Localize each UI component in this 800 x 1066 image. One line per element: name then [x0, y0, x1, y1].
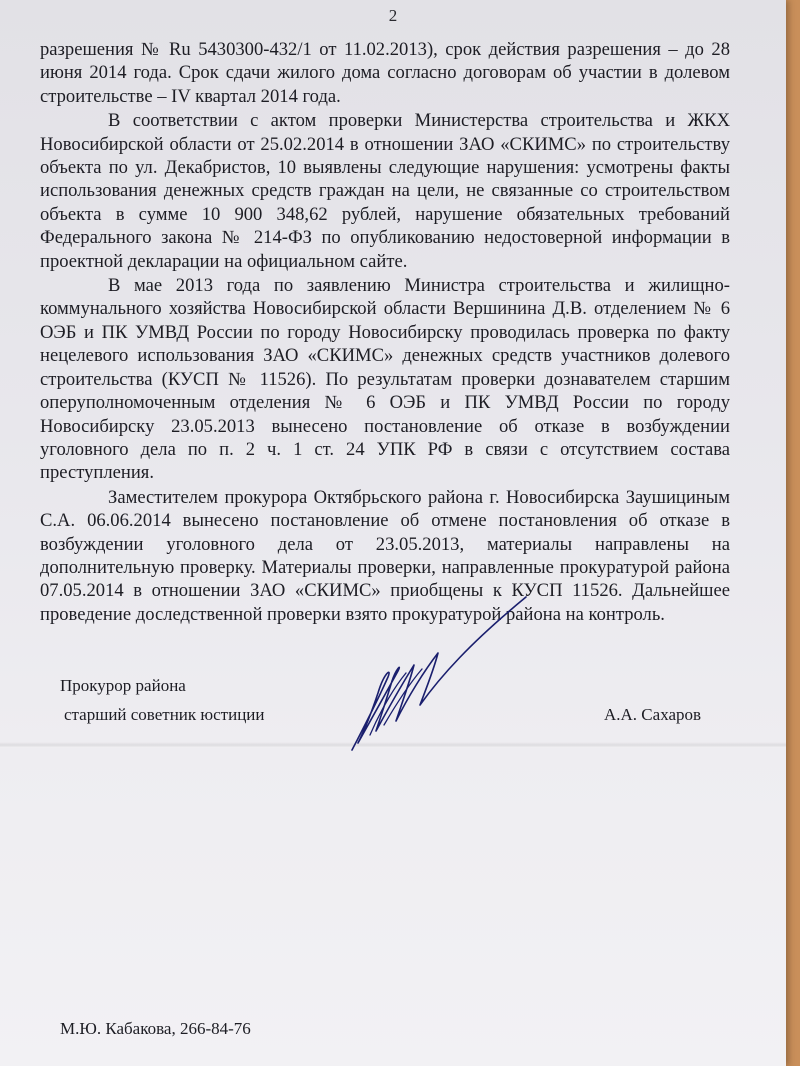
- signatory-rank: старший советник юстиции: [64, 705, 265, 724]
- signatory-name: А.А. Сахаров: [604, 705, 702, 724]
- page-number: 2: [388, 6, 398, 25]
- executor-footer: М.Ю. Кабакова, 266-84-76: [60, 1019, 251, 1038]
- paragraph-permit-terms: разрешения № Ru 5430300-432/1 от 11.02.2013), срок действия разрешения – до 28 июня 2014 года. Срок сдачи жилого дома согласно договорам об участии в долевом строительстве – IV квартал 2014 года.: [40, 39, 730, 107]
- letter-body: [40, 38, 730, 626]
- signatory-title: Прокурор района: [60, 676, 186, 695]
- paragraph-deputy-prosecutor: Заместителем прокурора Октябрьского района г. Новосибирска Заушициным С.А. 06.06.2014 вынесено постановление об отмене постановления об отказе в возбуждении уголовного дела от 23.05.2013, материалы направлены на дополнительную проверку. Материалы проверки, направленные прокуратурой района 07.05.2014 в отношении ЗАО «СКИМС» приобщены к КУСП 11526. Дальнейшее проведение доследственной проверки взято прокуратурой района на контроль.: [40, 486, 730, 625]
- paragraph-police-check: В мае 2013 года по заявлению Министра строительства и жилищно-коммунального хозяйства Новосибирской области Вершинина Д.В. отделением № 6 ОЭБ и ПК УМВД России по городу Новосибирску проводилась проверка по факту нецелевого использования ЗАО «СКИМС» денежных средств участников долевого строительства (КУСП № 11526). По результатам проверки дознавателем старшим оперуполномоченным отделения № 6 ОЭБ и ПК УМВД России по городу Новосибирску 23.05.2013 вынесено постановление об отказе в возбуждении уголовного дела по п. 2 ч. 1 ст. 24 УПК РФ в связи с отсутствием состава преступления.: [40, 275, 730, 484]
- paragraph-inspection-act: В соответствии с актом проверки Министерства строительства и ЖКХ Новосибирской области от 25.02.2014 в отношении ЗАО «СКИМС» по строительству объекта по ул. Декабристов, 10 выявлены следующие нарушения: усмотрены факты использования денежных средств граждан на цели, не связанные со строительством объекта в сумме 10 900 348,62 рублей, нарушение обязательных требований Федерального закона № 214-ФЗ по опубликованию недостоверной информации в проектной декларации на официальном сайте.: [40, 110, 730, 272]
- handwritten-signature: [340, 585, 530, 760]
